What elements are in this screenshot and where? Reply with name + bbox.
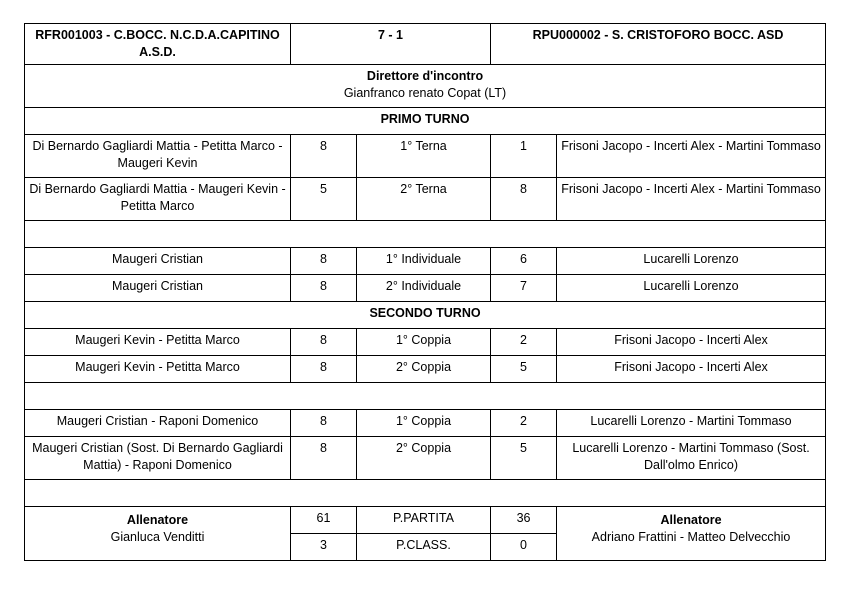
away-points: 2: [491, 410, 557, 437]
home-points: 5: [291, 178, 357, 221]
away-coach-cell: [557, 507, 826, 561]
away-points: 5: [491, 356, 557, 383]
away-players: Lucarelli Lorenzo - Martini Tommaso: [557, 410, 826, 437]
footer-row-partita: [25, 507, 826, 534]
away-players: Lucarelli Lorenzo: [557, 248, 826, 275]
home-players: Di Bernardo Gagliardi Mattia - Petitta Marco - Maugeri Kevin: [25, 135, 291, 178]
section-title: SECONDO TURNO: [25, 302, 826, 329]
away-players: Frisoni Jacopo - Incerti Alex: [557, 329, 826, 356]
away-points: 5: [491, 437, 557, 480]
home-points: 8: [291, 437, 357, 480]
director-label: Direttore d'incontro: [366, 69, 484, 83]
home-players: Maugeri Cristian - Raponi Domenico: [25, 410, 291, 437]
match-report-table: [24, 23, 826, 561]
spacer-row: [25, 480, 826, 507]
home-players: Maugeri Cristian: [25, 248, 291, 275]
section-second-round: [25, 302, 826, 329]
partita-label: P.PARTITA: [357, 507, 491, 534]
table-row: [25, 356, 826, 383]
game-type: 2° Individuale: [357, 275, 491, 302]
home-points: 8: [291, 410, 357, 437]
away-class-points: 0: [491, 534, 557, 561]
game-type: 2° Coppia: [357, 437, 491, 480]
away-points: 6: [491, 248, 557, 275]
away-points: 2: [491, 329, 557, 356]
match-header-row: [25, 24, 826, 65]
table-row: [25, 178, 826, 221]
away-players: Frisoni Jacopo - Incerti Alex - Martini Tommaso: [557, 135, 826, 178]
away-points: 7: [491, 275, 557, 302]
home-players: Di Bernardo Gagliardi Mattia - Maugeri Kevin - Petitta Marco: [25, 178, 291, 221]
table-row: [25, 135, 826, 178]
game-type: 1° Coppia: [357, 329, 491, 356]
home-players: Maugeri Cristian (Sost. Di Bernardo Gagliardi Mattia) - Raponi Domenico: [25, 437, 291, 480]
home-team-name: RFR001003 - C.BOCC. N.C.D.A.CAPITINO A.S.D.: [25, 24, 291, 65]
section-title: PRIMO TURNO: [25, 108, 826, 135]
home-players: Maugeri Kevin - Petitta Marco: [25, 356, 291, 383]
away-points: 1: [491, 135, 557, 178]
home-points: 8: [291, 356, 357, 383]
away-coach-name: Adriano Frattini - Matteo Delvecchio: [591, 530, 791, 544]
home-points: 8: [291, 135, 357, 178]
home-points: 8: [291, 275, 357, 302]
home-points: 8: [291, 329, 357, 356]
home-class-points: 3: [291, 534, 357, 561]
table-row: [25, 437, 826, 480]
table-row: [25, 410, 826, 437]
home-points: 8: [291, 248, 357, 275]
director-cell: [25, 65, 826, 108]
spacer-row: [25, 383, 826, 410]
director-name: Gianfranco renato Copat (LT): [343, 86, 507, 100]
game-type: 2° Coppia: [357, 356, 491, 383]
away-players: Lucarelli Lorenzo - Martini Tommaso (Sost. Dall'olmo Enrico): [557, 437, 826, 480]
director-row: [25, 65, 826, 108]
home-coach-cell: [25, 507, 291, 561]
spacer-row: [25, 221, 826, 248]
away-points: 8: [491, 178, 557, 221]
away-players: Frisoni Jacopo - Incerti Alex: [557, 356, 826, 383]
class-label: P.CLASS.: [357, 534, 491, 561]
away-players: Frisoni Jacopo - Incerti Alex - Martini Tommaso: [557, 178, 826, 221]
home-coach-label: Allenatore: [126, 513, 189, 527]
home-partita-points: 61: [291, 507, 357, 534]
game-type: 1° Coppia: [357, 410, 491, 437]
away-coach-label: Allenatore: [660, 513, 722, 527]
home-coach-name: Gianluca Venditti: [110, 530, 205, 544]
section-first-round: [25, 108, 826, 135]
game-type: 2° Terna: [357, 178, 491, 221]
spacer-cell: [25, 221, 826, 248]
match-score: 7 - 1: [291, 24, 491, 65]
home-players: Maugeri Kevin - Petitta Marco: [25, 329, 291, 356]
game-type: 1° Individuale: [357, 248, 491, 275]
spacer-cell: [25, 383, 826, 410]
table-row: [25, 248, 826, 275]
away-partita-points: 36: [491, 507, 557, 534]
spacer-cell: [25, 480, 826, 507]
game-type: 1° Terna: [357, 135, 491, 178]
table-row: [25, 275, 826, 302]
away-team-name: RPU000002 - S. CRISTOFORO BOCC. ASD: [491, 24, 826, 65]
home-players: Maugeri Cristian: [25, 275, 291, 302]
table-row: [25, 329, 826, 356]
away-players: Lucarelli Lorenzo: [557, 275, 826, 302]
